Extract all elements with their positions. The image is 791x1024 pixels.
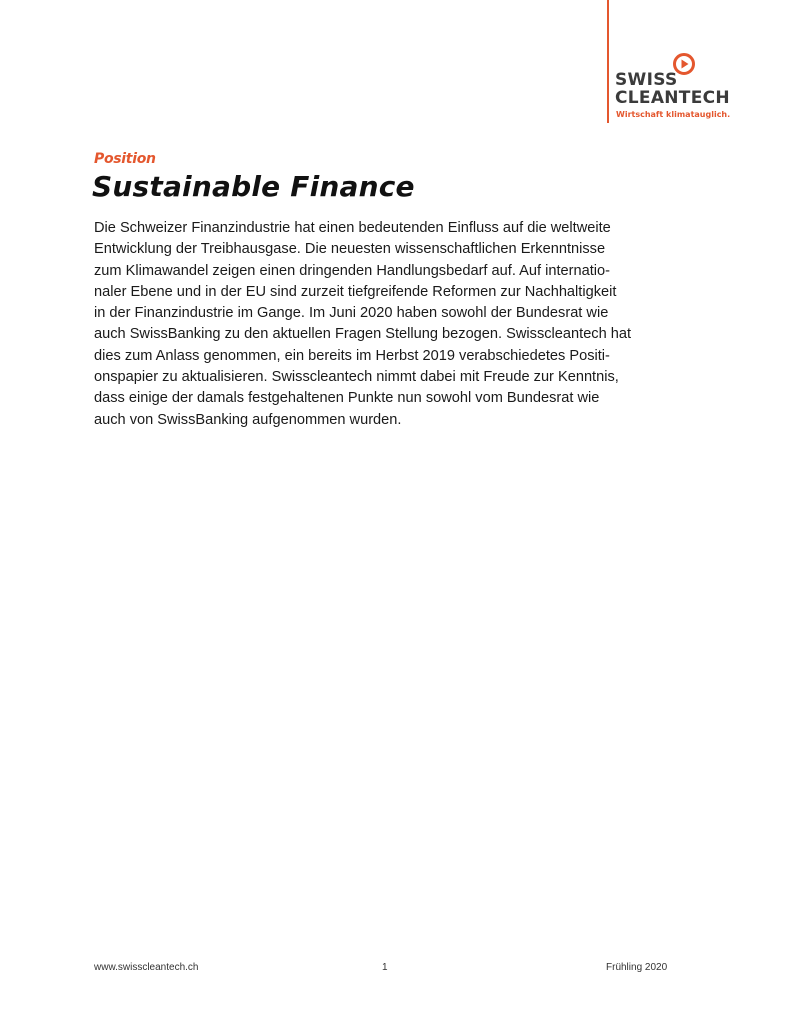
body-line: in der Finanzindustrie im Gange. Im Juni 2020 haben sowohl der Bundesrat wie [94,305,609,322]
logo-divider-line [607,0,609,123]
body-line: auch von SwissBanking aufgenommen wurden. [94,411,402,428]
body-line: zum Klimawandel zeigen einen dringenden Handlungsbedarf auf. Auf internatio- [94,262,610,279]
body-line: onspapier zu aktualisieren. Swisscleantech nimmt dabei mit Freude zur Kenntnis, [94,369,619,386]
section-kicker: Position [94,151,156,167]
body-paragraph [94,218,666,431]
body-line: Die Schweizer Finanzindustrie hat einen bedeutenden Einfluss auf die weltweite [94,220,611,236]
logo-word-cleantech: CLEANTECH [615,88,730,108]
logo-tagline: Wirtschaft klimatauglich. [616,110,731,119]
body-line: naler Ebene und in der EU sind zurzeit tiefgreifende Reformen zur Nachhaltigkeit [94,283,617,300]
logo-word-swiss: SWISS [615,70,678,90]
document-title: Sustainable Finance [92,170,415,203]
footer-website: www.swisscleantech.ch [94,962,199,973]
footer-edition: Frühling 2020 [606,962,668,973]
footer-page-number: 1 [382,962,388,973]
body-line: dies zum Anlass genommen, ein bereits im Herbst 2019 verabschiedetes Positi- [94,347,610,364]
swisscleantech-logo [607,0,757,130]
body-line: dass einige der damals festgehaltenen Punkte nun sowohl vom Bundesrat wie [94,390,600,407]
body-line: Entwicklung der Treibhausgase. Die neuesten wissenschaftlichen Erkenntnisse [94,241,606,258]
body-line: auch SwissBanking zu den aktuellen Fragen Stellung bezogen. Swisscleantech hat [94,326,632,343]
